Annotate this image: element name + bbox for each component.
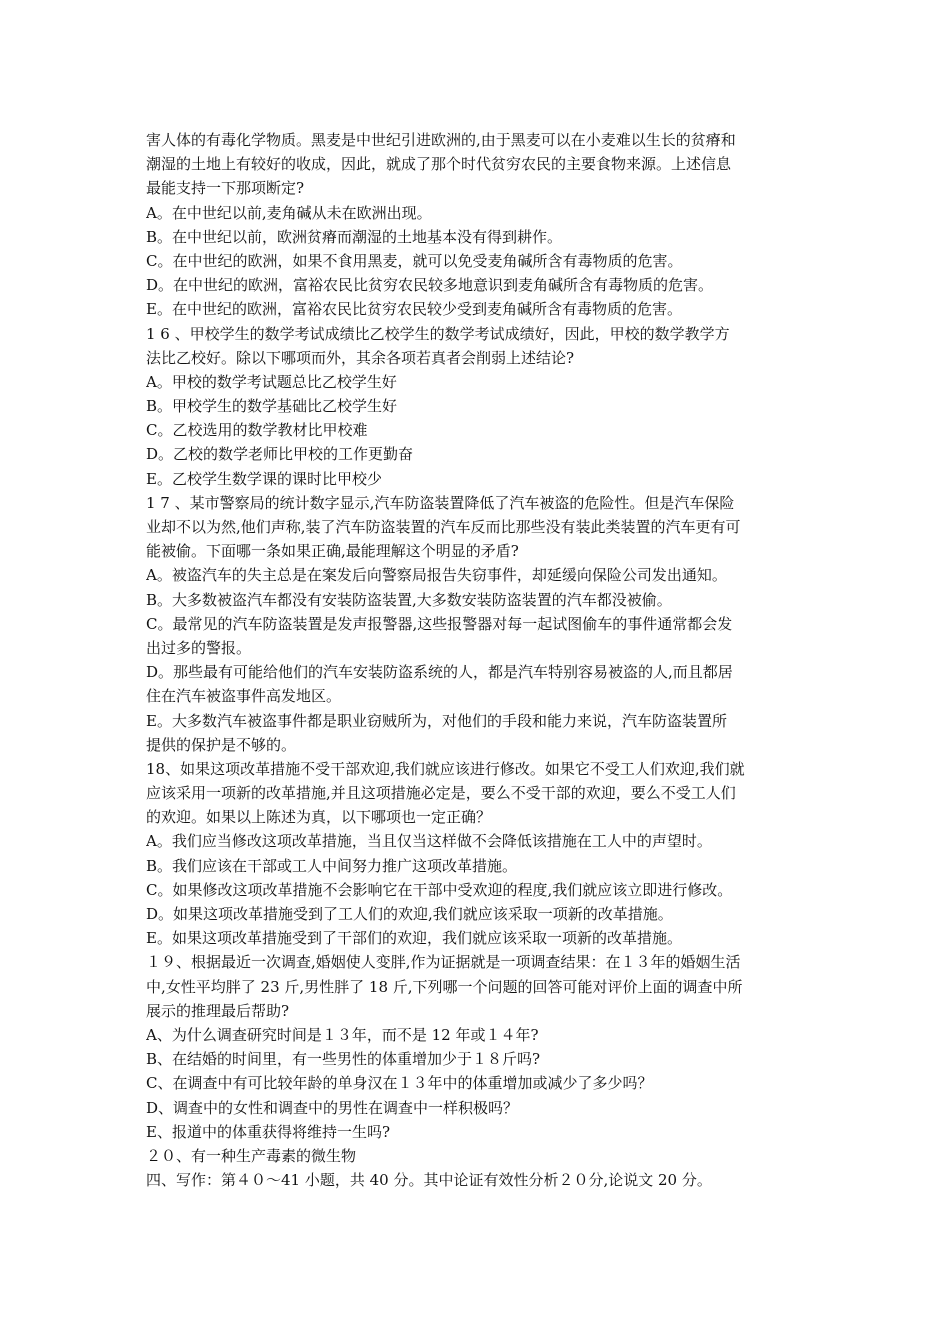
option-line: A。我们应当修改这项改革措施，当且仅当这样做不会降低该措施在工人中的声望时。 [146, 832, 712, 851]
option-line: D。如果这项改革措施受到了工人们的欢迎,我们就应该采取一项新的改革措施。 [146, 905, 673, 923]
option-line: C。最常见的汽车防盗装置是发声报警器,这些报警器对每一起试图偷车的事件通常都会发 [146, 614, 733, 633]
text-line: 害人体的有毒化学物质。黑麦是中世纪引进欧洲的,由于黑麦可以在小麦难以生长的贫瘠和 [146, 131, 736, 149]
option-line: B。大多数被盗汽车都没有安装防盗装置,大多数安装防盗装置的汽车都没被偷。 [146, 590, 672, 609]
option-line: D、调查中的女性和调查中的男性在调查中一样积极吗？ [146, 1098, 519, 1117]
question-line: 应该采用一项新的改革措施,并且这项措施必定是，要么不受干部的欢迎，要么不受工人们 [146, 784, 736, 803]
question-line: 18、如果这项改革措施不受干部欢迎,我们就应该进行修改。如果它不受工人们欢迎,我们就 [146, 759, 745, 778]
option-line: B。甲校学生的数学基础比乙校学生好 [146, 397, 398, 416]
text-line: 潮湿的土地上有较好的收成，因此，就成了那个时代贫穷农民的主要食物来源。上述信息 [146, 155, 732, 174]
option-line: A。被盗汽车的失主总是在案发后向警察局报告失窃事件，却延缓向保险公司发出通知。 [146, 566, 727, 585]
option-line: E。乙校学生数学课的课时比甲校少 [146, 469, 382, 488]
option-line: C。在中世纪的欧洲，如果不食用黑麦，就可以免受麦角碱所含有毒物质的危害。 [146, 251, 683, 270]
option-line: A。在中世纪以前,麦角碱从未在欧洲出现。 [146, 203, 432, 222]
section-heading: 四、写作：第４０～41 小题，共 40 分。其中论证有效性分析２０分,论说文 20 分。 [146, 1171, 712, 1190]
question-line: 1 6 、甲校学生的数学考试成绩比乙校学生的数学考试成绩好，因此，甲校的数学教学方 [146, 324, 730, 343]
question-line: ２０、有一种生产毒素的微生物 [146, 1146, 357, 1165]
option-line: D。乙校的数学老师比甲校的工作更勤奋 [146, 445, 414, 464]
option-line: 提供的保护是不够的。 [146, 735, 297, 754]
option-line: E。如果这项改革措施受到了干部们的欢迎，我们就应该采取一项新的改革措施。 [146, 929, 682, 948]
option-line: E、报道中的体重获得将维持一生吗? [146, 1122, 390, 1141]
option-line: E。在中世纪的欧洲，富裕农民比贫穷农民较少受到麦角碱所含有毒物质的危害。 [146, 300, 682, 319]
document-body [146, 128, 808, 1192]
question-line: 的欢迎。如果以上陈述为真，以下哪项也一定正确？ [146, 808, 492, 827]
option-line: B。在中世纪以前，欧洲贫瘠而潮湿的土地基本没有得到耕作。 [146, 227, 563, 246]
option-line: C。如果修改这项改革措施不会影响它在干部中受欢迎的程度,我们就应该立即进行修改。 [146, 880, 733, 899]
option-line: C、在调查中有可比较年龄的单身汉在１３年中的体重增加或减少了多少吗？ [146, 1074, 653, 1093]
option-line: E。大多数汽车被盗事件都是职业窃贼所为，对他们的手段和能力来说，汽车防盗装置所 [146, 711, 727, 730]
question-line: 1 7 、某市警察局的统计数字显示,汽车防盗装置降低了汽车被盗的危险性。但是汽车保险 [146, 493, 735, 512]
question-line: 展示的推理最后帮助? [146, 1001, 290, 1020]
question-line: 能被偷。下面哪一条如果正确,最能理解这个明显的矛盾? [146, 542, 519, 561]
option-line: 住在汽车被盗事件高发地区。 [146, 687, 342, 706]
text-line: 最能支持一下那项断定? [146, 179, 305, 198]
option-line: D。那些最有可能给他们的汽车安装防盗系统的人，都是汽车特别容易被盗的人,而且都居 [146, 663, 733, 682]
option-line: A。甲校的数学考试题总比乙校学生好 [146, 372, 397, 391]
option-line: B、在结婚的时间里，有一些男性的体重增加少于１８斤吗? [146, 1050, 541, 1069]
question-line: １９、根据最近一次调查,婚姻使人变胖,作为证据就是一项调查结果：在１３年的婚姻生活 [146, 953, 741, 972]
option-line: D。在中世纪的欧洲，富裕农民比贫穷农民较多地意识到麦角碱所含有毒物质的危害。 [146, 276, 714, 295]
option-line: C。乙校选用的数学教材比甲校难 [146, 421, 368, 440]
question-line: 业却不以为然,他们声称,装了汽车防盗装置的汽车反而比那些没有装此类装置的汽车更有可 [146, 518, 741, 536]
question-line: 法比乙校好。除以下哪项而外，其余各项若真者会削弱上述结论? [146, 348, 575, 367]
question-line: 中,女性平均胖了 23 斤,男性胖了 18 斤,下列哪一个问题的回答可能对评价上面的调查中所 [146, 977, 743, 996]
option-line: 出过多的警报。 [146, 638, 252, 657]
option-line: A、为什么调查研究时间是１３年，而不是 12 年或１４年? [146, 1025, 539, 1044]
option-line: B。我们应该在干部或工人中间努力推广这项改革措施。 [146, 856, 518, 875]
